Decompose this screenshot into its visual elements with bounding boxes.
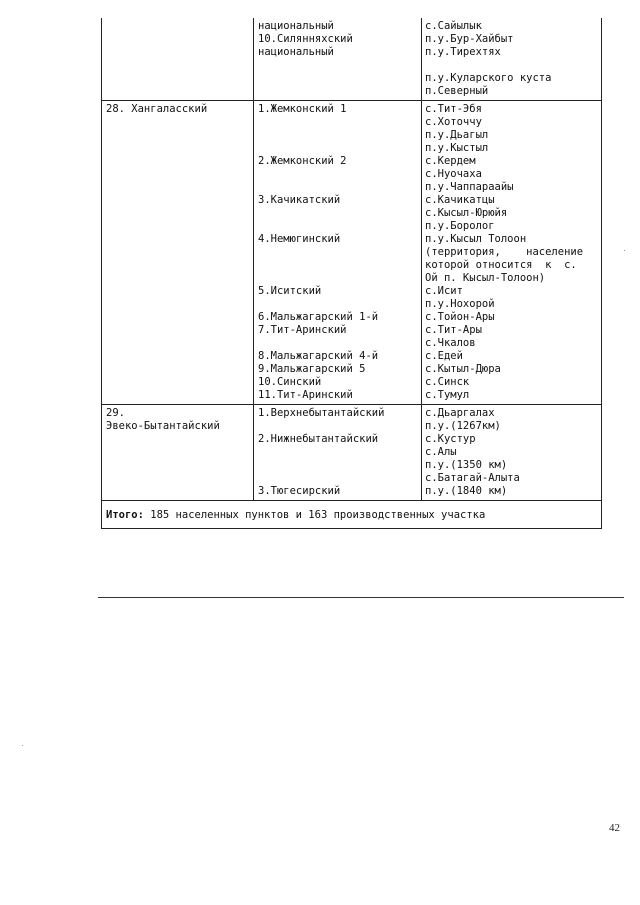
scan-speck	[22, 745, 23, 746]
settlements-table	[101, 18, 602, 529]
table-row	[102, 405, 602, 501]
total-text: 185 населенных пунктов и 163 производственных участка	[143, 509, 486, 521]
district-cell: 29. Эвеко-Бытантайский	[102, 405, 254, 501]
table-row	[102, 18, 602, 101]
district-cell	[102, 18, 254, 101]
localities-cell: с.Дьаргалах п.у.(1267км) с.Кустур с.Алы п.у.(1350 км) с.Батагай-Алыта п.у.(1840 км)	[422, 405, 602, 501]
settlements-cell: 1.Жемконский 1 2.Жемконский 2 3.Качикатский 4.Немюгинский 5.Иситский 6.Мальжагарский 1-й 7.Тит-Аринский 8.Мальжагарский 4-й 9.Мальжагарский 5 10.Синский 11.Тит-Аринский	[254, 101, 422, 405]
localities-cell: с.Сайылык п.у.Бур-Хайбыт п.у.Тирехтях п.у.Куларского куста п.Северный	[422, 18, 602, 101]
table-row	[102, 101, 602, 405]
localities-cell: с.Тит-Эбя с.Хоточчу п.у.Дьагыл п.у.Кыстыл с.Кердем с.Нуочаха п.у.Чаппараайы с.Качикатцы с.Кысыл-Юрюйя п.у.Боролог п.у.Кысыл Толоон (территория, население которой относится к с. Ой п. Кысыл-Толоон) с.Исит п.у.Нохорой с.Тойон-Ары с.Тит-Ары с.Чкалов с.Едей с.Кытыл-Дюра с.Синск с.Тумул	[422, 101, 602, 405]
scan-speck	[624, 250, 625, 251]
district-cell: 28. Хангаласский	[102, 101, 254, 405]
total-label: Итого:	[106, 509, 144, 521]
total-cell	[102, 501, 602, 529]
settlements-cell: национальный 10.Силянняхский национальный	[254, 18, 422, 101]
settlements-cell: 1.Верхнебытантайский 2.Нижнебытантайский 3.Тюгесирский	[254, 405, 422, 501]
footer-rule	[98, 597, 624, 598]
page-number: 42	[609, 822, 620, 834]
total-row	[102, 501, 602, 529]
